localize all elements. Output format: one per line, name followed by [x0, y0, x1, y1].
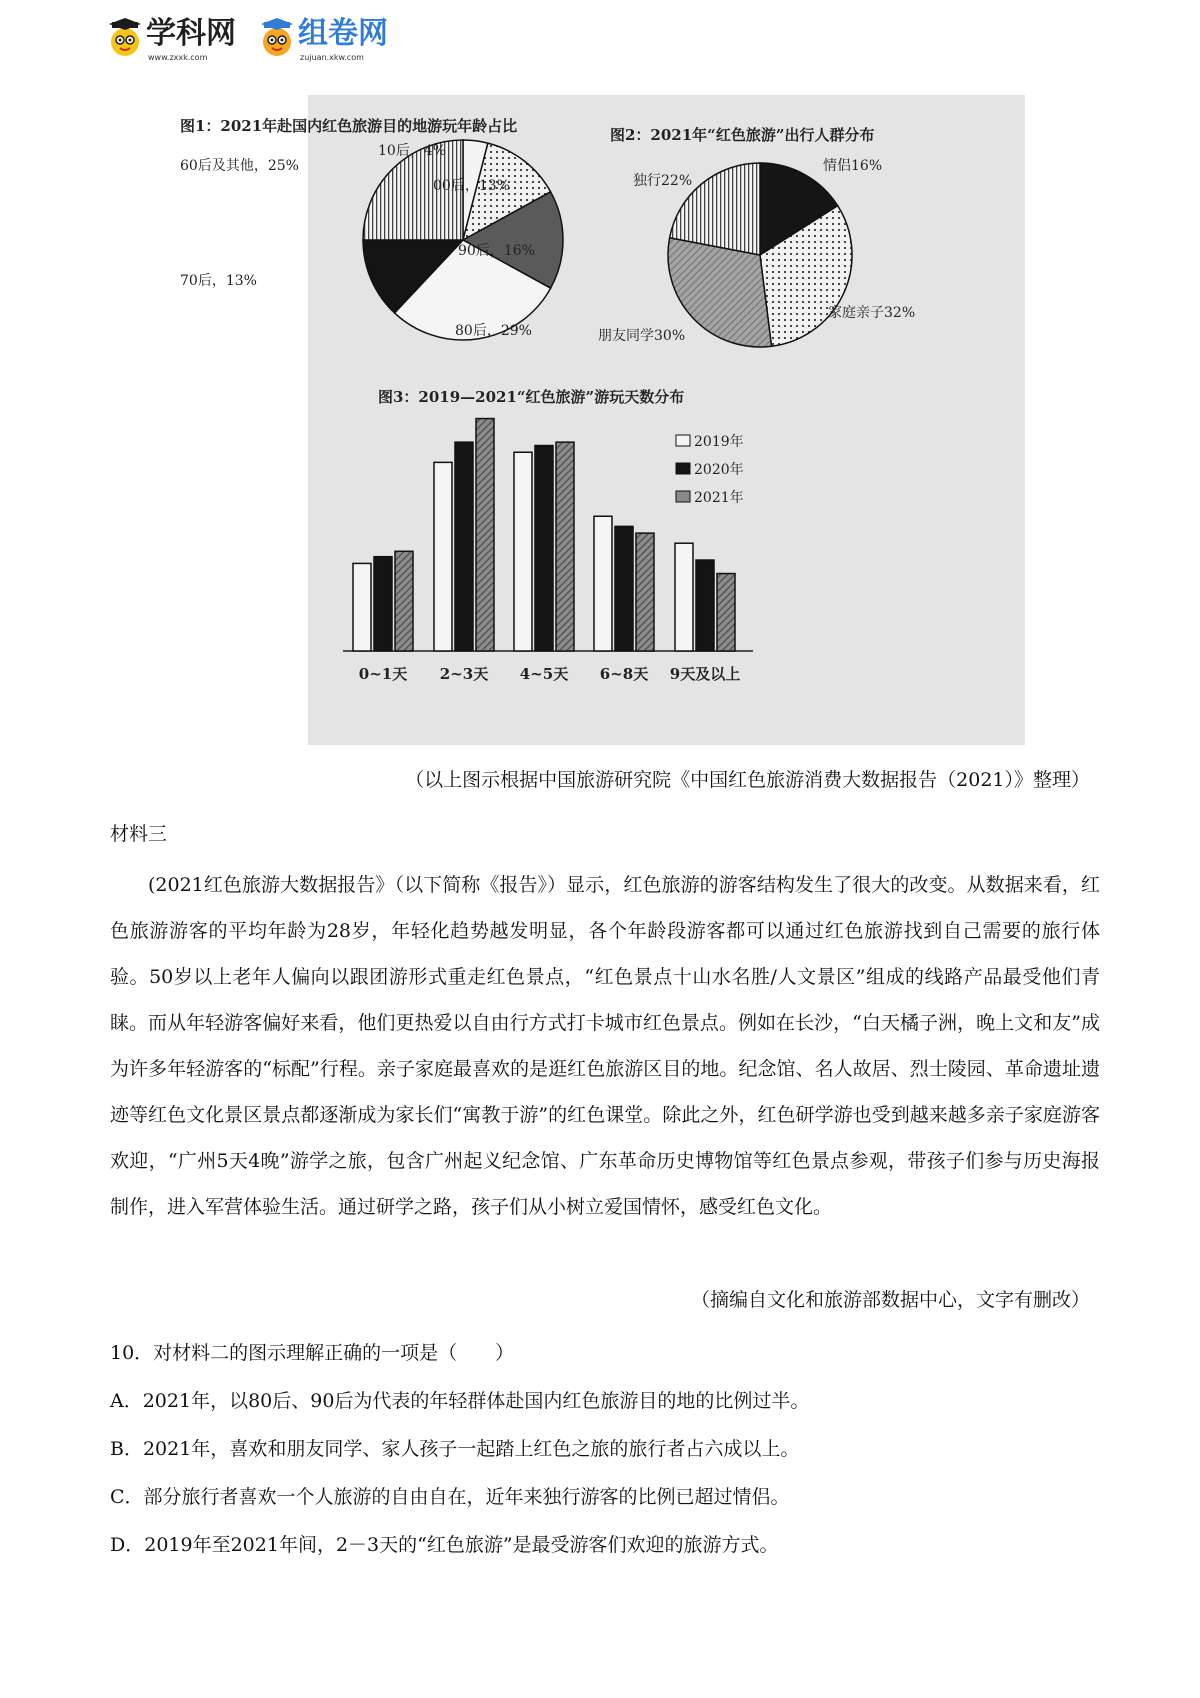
bar [395, 551, 413, 651]
xuekewang-logo[interactable] [108, 14, 258, 64]
bar-category-label: 0~1天 [358, 665, 408, 683]
pie1-slice-label: 10后，4% [378, 143, 447, 159]
bar-category-label: 2~3天 [439, 665, 489, 683]
pie1-slice-label: 70后，13% [180, 273, 257, 289]
source-note: （摘编自文化和旅游部数据中心，文字有删改） [690, 1289, 1090, 1311]
passage-text: (2021红色旅游大数据报告》（以下简称《报告》）显示，红色旅游的游客结构发生了很大的改变。从数据来看，红色旅游游客的平均年龄为28岁，年轻化趋势越发明显，各个年龄段游客都可以通过红色旅游找到自己需要的旅行体验。50岁以上老年人偏向以跟团游形式重走红色景点，“红色景点十山水名胜/人文景区”组成的线路产品最受他们青睐。而从年轻游客偏好来看，他们更热爱以自由行方式打卡城市红色景点。例如在长沙，“白天橘子洲，晚上文和友”成为许多年轻游客的“标配”行程。亲子家庭最喜欢的是逛红色旅游区目的地。纪念馆、名人故居、烈士陵园、革命遗址遗迹等红色文化景区景点都逐渐成为家长们“寓教于游”的红色课堂。除此之外，红色研学游也受到越来越多亲子家庭游客欢迎，“广州5天4晚”游学之旅，包含广州起义纪念馆、广东革命历史博物馆等红色景点参观，带孩子们参与历史海报制作，进入军营体验生活。通过研学之路，孩子们从小树立爱国情怀，感受红色文化。 [110, 874, 1100, 1218]
bar [476, 419, 494, 651]
bar [455, 442, 473, 651]
bar [535, 446, 553, 651]
charts-figure [180, 95, 1025, 745]
mascot-icon [108, 18, 142, 58]
option-c[interactable]: C．部分旅行者喜欢一个人旅游的自由自在，近年来独行游客的比例已超过情侣。 [110, 1486, 790, 1508]
bar [514, 452, 532, 651]
bar [434, 462, 452, 651]
logo-url: zujuan.xkw.com [300, 53, 364, 62]
bar [717, 574, 735, 651]
legend-swatch-2020 [676, 463, 690, 474]
pie1 [363, 140, 563, 340]
pie2 [668, 163, 852, 347]
bar [696, 560, 714, 651]
pie1-title: 图1：2021年赴国内红色旅游目的地游玩年龄占比 [180, 117, 518, 135]
section-label: 材料三 [110, 823, 168, 845]
pie1-slice-label: 80后，29% [455, 323, 532, 339]
figure-area [180, 95, 1025, 745]
pie2-slice-label: 朋友同学30% [598, 328, 686, 344]
bar [374, 557, 392, 651]
bar [675, 543, 693, 651]
pie2-slice-label: 家庭亲子32% [828, 305, 916, 321]
bar-category-label: 9天及以上 [669, 665, 741, 683]
bar-category-label: 6~8天 [599, 665, 649, 683]
bar-series [353, 419, 735, 651]
pie2-slice-label: 情侣16% [823, 158, 883, 174]
pie1-slice-label: 00后，13% [433, 178, 510, 194]
bar [594, 516, 612, 651]
bar-category-label: 4~5天 [519, 665, 569, 683]
option-d[interactable]: D．2019年至2021年间，2－3天的“红色旅游”是最受游客们欢迎的旅游方式。 [110, 1534, 779, 1556]
logo-name: 组卷网 [298, 16, 388, 51]
option-b[interactable]: B．2021年，喜欢和朋友同学、家人孩子一起踏上红色之旅的旅行者占六成以上。 [110, 1438, 800, 1460]
bar [353, 563, 371, 651]
header-logos [108, 14, 408, 64]
pie2-slice-label: 独行22% [633, 173, 693, 189]
option-a[interactable]: A．2021年，以80后、90后为代表的年轻群体赴国内红色旅游目的地的比例过半。 [110, 1390, 810, 1412]
legend-label-2020: 2020年 [694, 462, 744, 478]
bar-chart-title: 图3：2019—2021“红色旅游”游玩天数分布 [378, 388, 685, 406]
bar [556, 442, 574, 651]
figure-caption: （以上图示根据中国旅游研究院《中国红色旅游消费大数据报告（2021）》整理） [405, 769, 1090, 791]
legend-swatch-2021 [676, 491, 690, 502]
bar [636, 533, 654, 651]
logo-name: 学科网 [146, 16, 236, 51]
legend-swatch-2019 [676, 435, 690, 446]
legend-label-2021: 2021年 [694, 490, 744, 506]
question-stem: 10．对材料二的图示理解正确的一项是（ ） [110, 1342, 515, 1364]
pie1-slice-label: 60后及其他，25% [180, 158, 299, 174]
pie2-title: 图2：2021年“红色旅游”出行人群分布 [610, 126, 875, 144]
bar-category-labels [359, 665, 740, 683]
zujuanwang-logo[interactable] [260, 14, 410, 64]
logo-url: www.zxxk.com [148, 53, 208, 62]
mascot-icon [260, 18, 294, 58]
bar [615, 526, 633, 651]
pie1-slice-label: 90后，16% [458, 243, 535, 259]
legend-label-2019: 2019年 [694, 434, 744, 450]
